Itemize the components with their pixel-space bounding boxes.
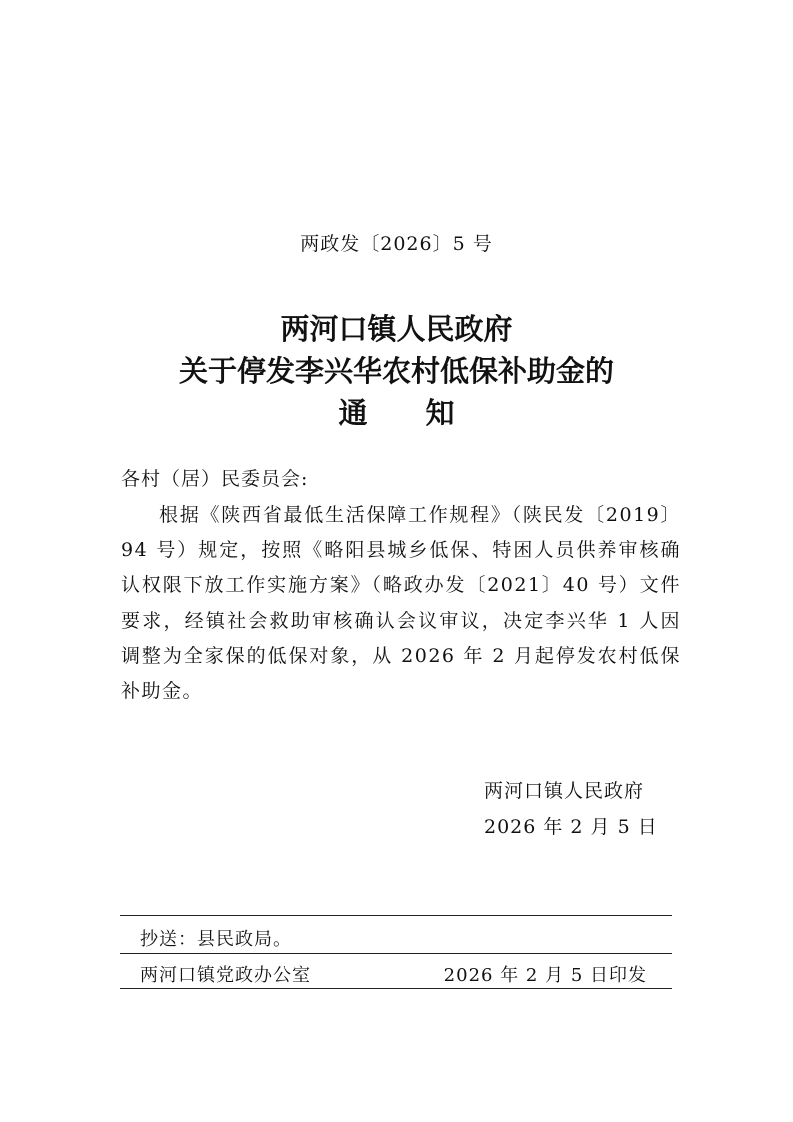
signature-organization: 两河口镇人民政府 — [484, 780, 645, 802]
signature-date: 2026 年 2 月 5 日 — [484, 816, 658, 838]
title-line-3 — [0, 392, 793, 434]
title-line-1: 两河口镇人民政府 — [280, 312, 513, 346]
document-number: 两政发〔2026〕5 号 — [300, 233, 493, 255]
footer-rule-bottom — [120, 988, 672, 989]
footer-rule-middle — [120, 953, 672, 954]
issue-date: 2026 年 2 月 5 日印发 — [443, 965, 647, 986]
body-paragraph: 根据《陕西省最低生活保障工作规程》（陕民发〔2019〕94 号）规定，按照《略阳县城乡低保、特困人员供养审核确认权限下放工作实施方案》（略政办发〔2021〕40 号）文件要求，经镇社会救助审核确认会议审议，决定李兴华 1 人因调整为全家保的低保对象，从 2026 年 2 月起停发农村低保补助金。 — [121, 504, 681, 703]
document-title — [0, 308, 793, 434]
issuing-office: 两河口镇党政办公室 — [140, 965, 311, 986]
title-notice-char-2: 知 — [425, 396, 455, 430]
cc-line: 抄送：县民政局。 — [140, 929, 292, 950]
footer-rule-top — [120, 915, 672, 916]
title-notice-char-1: 通 — [338, 396, 368, 430]
signature-block — [484, 773, 658, 845]
salutation: 各村（居）民委员会: — [121, 468, 309, 490]
title-line-2: 关于停发李兴华农村低保补助金的 — [178, 354, 614, 388]
